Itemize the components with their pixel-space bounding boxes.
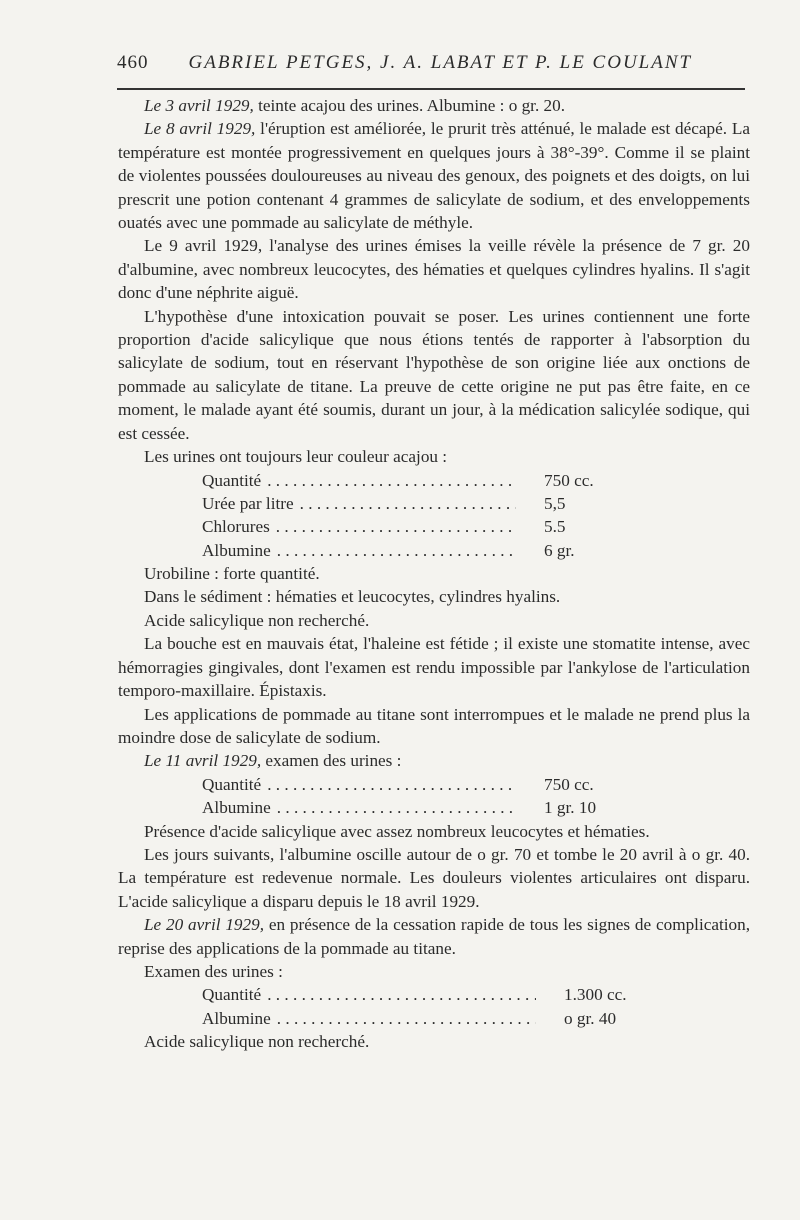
leader-dots [277, 539, 516, 562]
row-value: 5,5 [544, 493, 566, 513]
row-label: Albumine [202, 798, 271, 818]
paragraph [118, 94, 750, 117]
paragraph: Examen des urines : [144, 961, 283, 981]
paragraph: Dans le sédiment : hématies et leucocytes, cylindres hyalins. [144, 587, 561, 607]
table-row [202, 983, 654, 1006]
page-number: 460 [117, 52, 149, 73]
page-body [118, 94, 750, 1054]
row-label: Albumine [202, 1008, 271, 1028]
table-row [202, 1007, 654, 1030]
table-row [202, 515, 634, 538]
leader-dots [276, 515, 516, 538]
table-row [202, 492, 634, 515]
row-value: 750 cc. [544, 470, 594, 490]
paragraph [118, 117, 750, 234]
leader-dots [277, 796, 516, 819]
row-label: Quantité [202, 470, 262, 490]
table-row [202, 469, 634, 492]
row-label: Quantité [202, 985, 262, 1005]
paragraph [118, 913, 750, 960]
leader-dots [277, 1007, 536, 1030]
date-label: Le 20 avril 1929, [144, 915, 264, 935]
paragraph: Présence d'acide salicylique avec assez nombreux leucocytes et hématies. [144, 821, 650, 841]
row-value: 1.300 cc. [564, 985, 627, 1005]
paragraph: Acide salicylique non recherché. [144, 610, 370, 630]
row-value: 750 cc. [544, 774, 594, 794]
row-label: Quantité [202, 774, 262, 794]
urine-table-3 [118, 983, 750, 1030]
urine-table-2 [118, 773, 750, 820]
header-rule [117, 88, 745, 90]
leader-dots [267, 469, 516, 492]
date-label: Le 11 avril 1929, [144, 751, 262, 771]
leader-dots [267, 983, 536, 1006]
paragraph: La bouche est en mauvais état, l'haleine est fétide ; il existe une stomatite intense, avec hémorragies gingivales, dont l'examen est rendu impossible par l'ankylose de l'articulation temporo-maxillaire. Épistaxis. [118, 634, 750, 701]
paragraph: Le 9 avril 1929, l'analyse des urines émises la veille révèle la présence de 7 gr. 20 d'albumine, avec nombreux leucocytes, des hématies et quelques cylindres hyalins. Il s'agit donc d'une néphrite aiguë. [118, 236, 750, 303]
row-label: Chlorures [202, 517, 270, 537]
row-value: 5.5 [544, 517, 566, 537]
paragraph [118, 749, 750, 772]
table-row [202, 773, 634, 796]
paragraph-text: examen des urines : [261, 751, 402, 771]
paragraph-text: en présence de la cessation rapide de tous les signes de complication, reprise des applications de la pommade au titane. [118, 915, 751, 958]
row-value: o gr. 40 [564, 1008, 617, 1028]
paragraph: Les urines ont toujours leur couleur acajou : [144, 447, 448, 467]
date-label: Le 3 avril 1929, [144, 96, 254, 115]
row-value: 6 gr. [544, 540, 575, 560]
leader-dots [267, 773, 516, 796]
row-value: 1 gr. 10 [544, 798, 597, 818]
paragraph: Les applications de pommade au titane sont interrompues et le malade ne prend plus la moindre dose de salicylate de sodium. [118, 704, 750, 747]
paragraph-text: teinte acajou des urines. Albumine : o gr. 20. [253, 96, 566, 115]
paragraph: Acide salicylique non recherché. [144, 1032, 370, 1052]
running-title: GABRIEL PETGES, J. A. LABAT ET P. LE COULANT [188, 52, 693, 73]
leader-dots [300, 492, 516, 515]
date-label: Le 8 avril 1929, [144, 119, 256, 139]
paragraph: L'hypothèse d'une intoxication pouvait se poser. Les urines contiennent une forte proportion d'acide salicylique que nous étions tentés de rapporter à l'absorption du salicylate de sodium, tout en réservant l'hypothèse de son origine liée aux onctions de pommade au salicylate de titane. La preuve de cette origine ne put pas être faite, en ce moment, le malade ayant été soumis, durant un jour, à la médication salicylée sodique, qui est cessée. [118, 306, 750, 443]
urine-table-1 [118, 469, 750, 563]
paragraph: Les jours suivants, l'albumine oscille autour de o gr. 70 et tombe le 20 avril à o gr. 40. La température est redevenue normale. Les douleurs violentes articulaires ont disparu. L'acide salicylique a disparu depuis le 18 avril 1929. [118, 844, 750, 911]
paragraph: Urobiline : forte quantité. [144, 564, 320, 584]
page-header [117, 52, 753, 74]
table-row [202, 796, 634, 819]
paragraph-text: l'éruption est améliorée, le prurit très atténué, le malade est décapé. La température est montée progressivement en quelques jours à 38°-39°. Comme il se plaint de violentes poussées douloureuses au niveau des genoux, des poignets et des doigts, on lui prescrit une potion contenant 4 grammes de salicylate de sodium, et des enveloppements ouatés avec une pommade au salicylate de méthyle. [118, 119, 750, 233]
row-label: Urée par litre [202, 493, 294, 513]
row-label: Albumine [202, 540, 271, 560]
table-row [202, 539, 634, 562]
